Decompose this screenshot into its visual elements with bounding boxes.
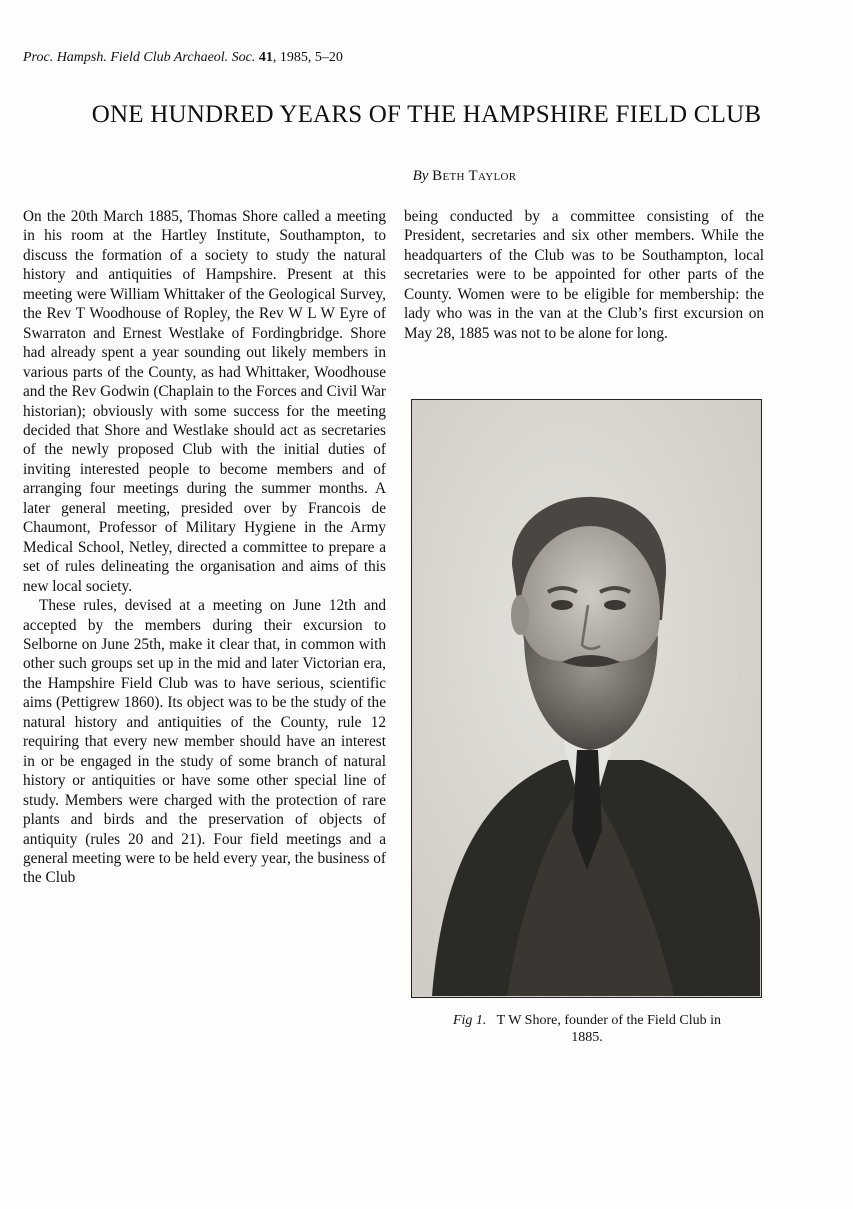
figure-caption	[404, 1012, 770, 1046]
journal-year-pages: , 1985, 5–20	[272, 50, 343, 65]
paragraph-3: being conducted by a committee consisting of the President, secretaries and six other members. While the headquarters of the Club was to be Southampton, local secretaries were to be appointed for other parts of the County. Women were to be eligible for membership: the lady who was in the van at the Club’s first excursion on May 28, 1885 was not to be alone for long.	[404, 208, 764, 342]
paragraph-1: On the 20th March 1885, Thomas Shore called a meeting in his room at the Hartley Institute, Southampton, to discuss the formation of a society to study the natural history and antiquities of Hampshire. Present at this meeting were William Whittaker of the Geological Survey, the Rev T Woodhouse of Ropley, the Rev W L W Eyre of Swarraton and Ernest Westlake of Fordingbridge. Shore had already spent a year sounding out likely members in various parts of the County, as had Whittaker, Woodhouse and the Rev Godwin (Chaplain to the Forces and Civil War historian); obviously with some success for the meeting decided that Shore and Westlake should act as secretaries of the newly proposed Club with the initial duties of inviting interested people to become members and of arranging four meetings during the summer months. A later general meeting, presided over by Francois de Chaumont, Professor of Military Hygiene in the Army Medical School, Netley, directed a committee to prepare a set of rules delineating the organisation and aims of this new local society.	[23, 208, 386, 595]
left-column	[23, 207, 386, 888]
portrait-photo	[412, 400, 760, 996]
byline	[0, 168, 853, 185]
caption-line-1: T W Shore, founder of the Field Club in	[496, 1013, 722, 1028]
right-column	[404, 207, 764, 343]
figure-label: Fig 1.	[452, 1013, 487, 1028]
portrait-figure	[411, 399, 762, 998]
paragraph-2: These rules, devised at a meeting on June 12th and accepted by the members during their excursion to Selborne on June 25th, make it clear that, in common with other such groups set up in the mid and later Victorian era, the Hampshire Field Club was to have serious, scientific aims (Pettigrew 1860). Its object was to be the study of the natural history and antiquities of the County, rule 12 requiring that every new member should have an interest in or be engaged in the study of some branch of natural history or antiquities or have some other special line of study. Members were charged with the protection of rare plants and birds and the preservation of objects of antiquity (rules 20 and 21). Four field meetings and a general meeting were to be held every year, the business of the Club	[23, 597, 386, 887]
journal-citation	[23, 50, 343, 66]
article-title: ONE HUNDRED YEARS OF THE HAMPSHIRE FIELD CLUB	[91, 101, 762, 128]
journal-volume: 41	[258, 50, 273, 65]
journal-name: Proc. Hampsh. Field Club Archaeol. Soc.	[23, 50, 256, 65]
byline-by: By	[412, 168, 429, 184]
author-name: Beth Taylor	[432, 168, 517, 184]
caption-line-2: 1885.	[571, 1030, 603, 1045]
